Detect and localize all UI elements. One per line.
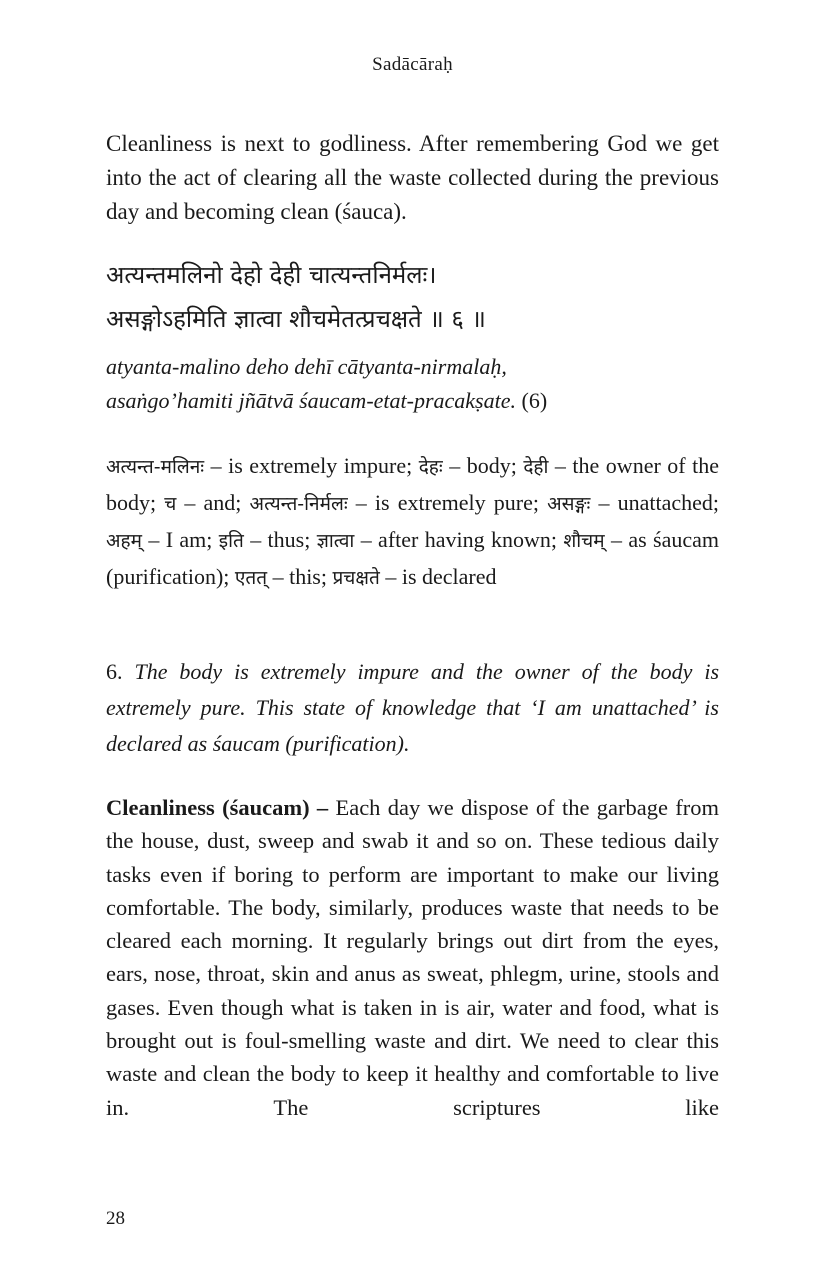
glossary-term: अहम् xyxy=(106,530,142,552)
glossary-meaning: – this; xyxy=(267,564,333,589)
glossary-term: देही xyxy=(523,456,549,478)
glossary-meaning: – the owner of the body; xyxy=(106,453,719,515)
glossary-meaning: – after having known; xyxy=(354,527,564,552)
paragraph-text: Each day we dispose of the garbage from the house, dust, sweep and swab it and so on. These tedious daily tasks even if boring to perform are important to make our living comfortable. The body, similarly, produces waste that needs to be cleared each morning. It regularly brings out dirt from the eyes, ears, nose, throat, skin and anus as sweat, phlegm, urine, stools and gases. Even though what is taken in is air, water and food, what is brought out is foul-smelling waste and dirt. We need to clear this waste and clean the body to keep it healthy and comfortable to live in. The scriptures like xyxy=(106,795,720,1120)
glossary-term: एतत् xyxy=(234,567,268,589)
running-head: Sadācāraḥ xyxy=(372,54,453,75)
transliteration-line-1: atyanta-malino deho dehī cātyanta-nirmalaḥ, xyxy=(106,354,507,379)
glossary-term: असङ्गः xyxy=(547,493,591,515)
glossary-meaning: – is declared xyxy=(379,564,497,589)
glossary-term: प्रचक्षते xyxy=(332,567,380,589)
translation-text: The body is extremely impure and the owner of the body is extremely pure. This state of knowledge that ‘I am unattached’ is declared as śaucam (purification). xyxy=(106,659,720,756)
glossary-meaning: – is extremely impure; xyxy=(204,453,419,478)
cleanliness-paragraph xyxy=(106,791,719,1124)
glossary-meaning: – body; xyxy=(442,453,524,478)
glossary-term: च xyxy=(164,493,177,515)
verse-translation xyxy=(106,654,719,762)
glossary-meaning: – and; xyxy=(176,490,250,515)
glossary-term: ज्ञात्वा xyxy=(316,530,355,552)
verse-number: (6) xyxy=(521,388,548,413)
glossary-meaning: – unattached; xyxy=(590,490,719,515)
verse-line-1: अत्यन्तमलिनो देहो देही चात्यन्तनिर्मलः। xyxy=(106,261,437,289)
glossary-meaning: – is extremely pure; xyxy=(347,490,548,515)
page-number: 28 xyxy=(106,1208,125,1229)
glossary-term: अत्यन्त-मलिनः xyxy=(106,456,205,478)
translation-number: 6. xyxy=(106,659,123,684)
glossary-term: इति xyxy=(218,530,244,552)
word-glossary xyxy=(106,448,719,596)
glossary-meaning: – as śaucam (purification); xyxy=(106,527,719,589)
transliteration xyxy=(106,350,719,418)
glossary-term: शौचम् xyxy=(563,530,605,552)
paragraph-heading: Cleanliness (śaucam) – xyxy=(106,795,329,820)
verse-line-2: असङ्गोऽहमिति ज्ञात्वा शौचमेतत्प्रचक्षते ॥ ६ ॥ xyxy=(106,305,486,333)
sanskrit-verse xyxy=(106,253,719,341)
transliteration-line-2: asaṅgo’hamiti jñātvā śaucam-etat-pracakṣate. xyxy=(106,388,516,413)
glossary-meaning: – thus; xyxy=(243,527,317,552)
glossary-term: देहः xyxy=(418,456,443,478)
glossary-term: अत्यन्त-निर्मलः xyxy=(249,493,348,515)
glossary-meaning: – I am; xyxy=(141,527,219,552)
intro-paragraph: Cleanliness is next to godliness. After remembering God we get into the act of clearing all the waste collected during the previous day and becoming clean (śauca). xyxy=(106,131,719,224)
